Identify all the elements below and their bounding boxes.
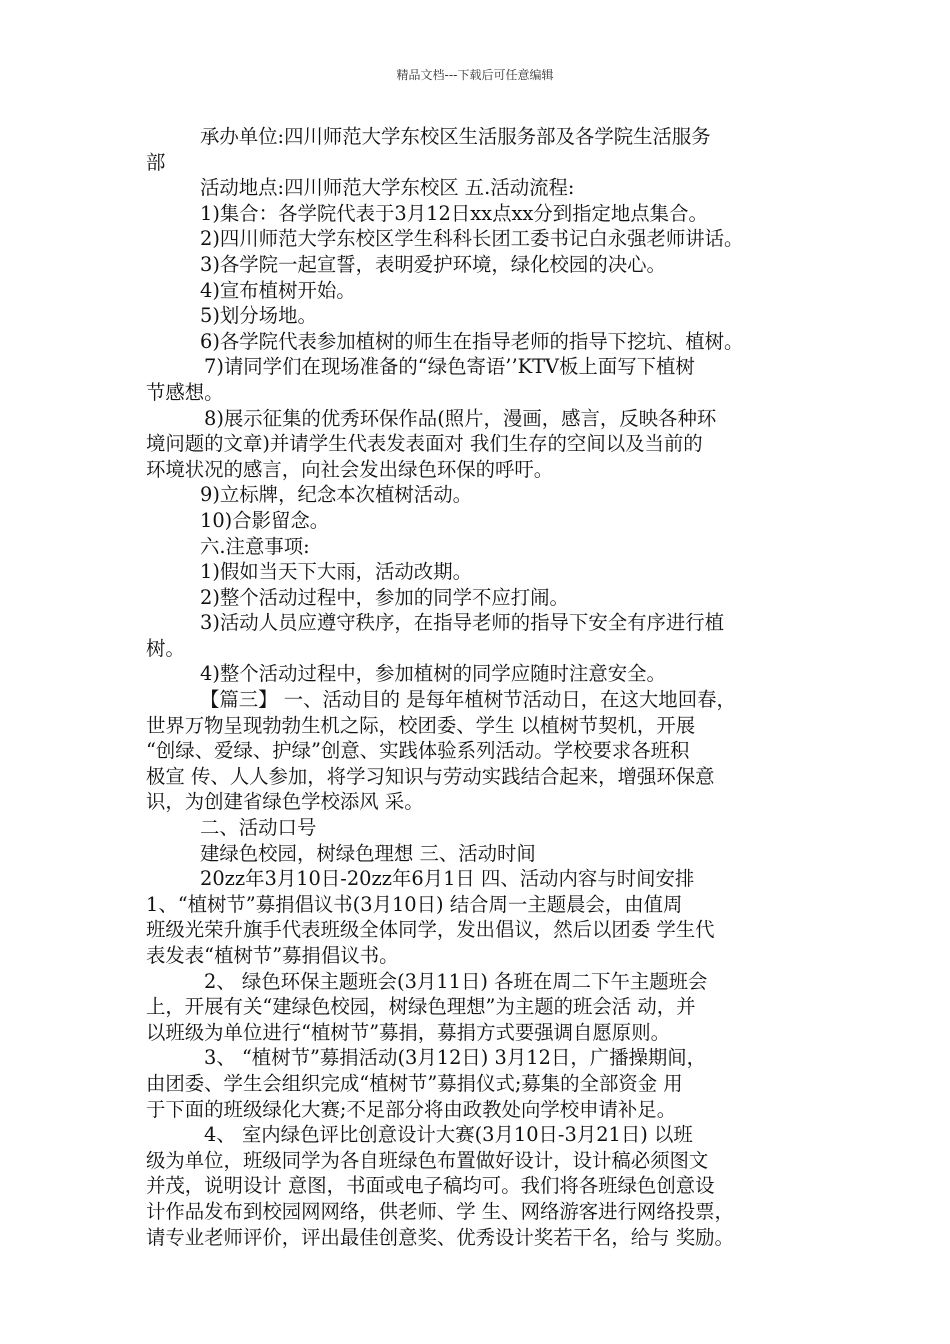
text-line: 3、 “植树节”募捐活动(3月12日) 3月12日，广播操期间， — [204, 1046, 707, 1070]
text-line: 树。 — [146, 636, 185, 660]
text-line: “创绿、爱绿、护绿”创意、实践体验系列活动。学校要求各班积 — [146, 739, 690, 763]
text-line: 建绿色校园，树绿色理想 三、活动时间 — [200, 841, 536, 865]
text-line: 10)合影留念。 — [200, 508, 330, 532]
text-line: 活动地点:四川师范大学东校区 五.活动流程: — [200, 176, 575, 200]
text-line: 2)整个活动过程中，参加的同学不应打闹。 — [200, 585, 569, 609]
text-line: 【篇三】 一、活动目的 是每年植树节活动日，在这大地回春， — [200, 688, 736, 712]
text-line: 2)四川师范大学东校区学生科科长团工委书记白永强老师讲话。 — [200, 227, 744, 251]
text-line: 环境状况的感言，向社会发出绿色环保的呼吁。 — [146, 457, 554, 481]
text-line: 9)立标牌，纪念本次植树活动。 — [200, 483, 472, 507]
text-line: 5)划分场地。 — [200, 304, 317, 328]
text-line: 六.注意事项: — [200, 534, 310, 558]
text-line: 部 — [146, 150, 166, 174]
text-line: 于下面的班级绿化大赛;不足部分将由政教处向学校申请补足。 — [146, 1097, 677, 1121]
text-line: 上，开展有关“建绿色校园，树绿色理想”为主题的班会活 动，并 — [146, 995, 696, 1019]
text-line: 由团委、学生会组织完成“植树节”募捐仪式;募集的全部资金 用 — [146, 1071, 683, 1095]
document-body — [146, 124, 818, 1250]
text-line: 二、活动口号 — [200, 816, 317, 840]
text-line: 1)假如当天下大雨，活动改期。 — [200, 560, 472, 584]
text-line: 7)请同学们在现场准备的“绿色寄语’’KTV板上面写下植树 — [204, 355, 695, 379]
text-line: 境问题的文章)并请学生代表发表面对 我们生存的空间以及当前的 — [146, 432, 703, 456]
text-line: 8)展示征集的优秀环保作品(照片，漫画，感言，反映各种环 — [204, 406, 717, 430]
text-line: 世界万物呈现勃勃生机之际，校团委、学生 以植树节契机，开展 — [146, 713, 696, 737]
text-line: 极宣 传、人人参加，将学习知识与劳动实践结合起来，增强环保意 — [146, 764, 715, 788]
text-line: 4)整个活动过程中，参加植树的同学应随时注意安全。 — [200, 662, 666, 686]
text-line: 2、 绿色环保主题班会(3月11日) 各班在周二下午主题班会 — [204, 969, 708, 993]
text-line: 4)宣布植树开始。 — [200, 278, 356, 302]
page-header: 精品文档---下载后可任意编辑 — [396, 68, 554, 82]
text-line: 承办单位:四川师范大学东校区生活服务部及各学院生活服务 — [200, 125, 711, 148]
text-line: 3)活动人员应遵守秩序，在指导老师的指导下安全有序进行植 — [200, 611, 725, 635]
text-line: 6)各学院代表参加植树的师生在指导老师的指导下挖坑、植树。 — [200, 329, 744, 353]
text-line: 表发表“植树节”募捐倡议书。 — [146, 944, 399, 967]
text-line: 并茂，说明设计 意图，书面或电子稿均可。我们将各班绿色创意设 — [146, 1174, 715, 1198]
text-line: 20zz年3月10日-20zz年6月1日 四、活动内容与时间安排 — [200, 867, 695, 891]
text-line: 级为单位，班级同学为各自班绿色布置做好设计，设计稿必须图文 — [146, 1148, 709, 1172]
text-line: 请专业老师评价，评出最佳创意奖、优秀设计奖若干名，给与 奖励。 — [146, 1225, 734, 1249]
text-line: 1、“植树节”募捐倡议书(3月10日) 结合周一主题晨会，由值周 — [146, 892, 683, 916]
text-line: 班级光荣升旗手代表班级全体同学，发出倡议，然后以团委 学生代 — [146, 918, 715, 942]
text-line: 4、 室内绿色评比创意设计大赛(3月10日-3月21日) 以班 — [204, 1123, 693, 1147]
text-line: 1)集合：各学院代表于3月12日xx点xx分到指定地点集合。 — [200, 201, 708, 225]
text-line: 计作品发布到校园网网络，供老师、学 生、网络游客进行网络投票， — [146, 1199, 734, 1223]
text-line: 识，为创建省绿色学校添风 采。 — [146, 790, 424, 814]
text-line: 节感想。 — [146, 380, 224, 404]
text-line: 3)各学院一起宣誓，表明爱护环境，绿化校园的决心。 — [200, 252, 666, 276]
text-line: 以班级为单位进行“植树节”募捐，募捐方式要强调自愿原则。 — [146, 1020, 670, 1044]
